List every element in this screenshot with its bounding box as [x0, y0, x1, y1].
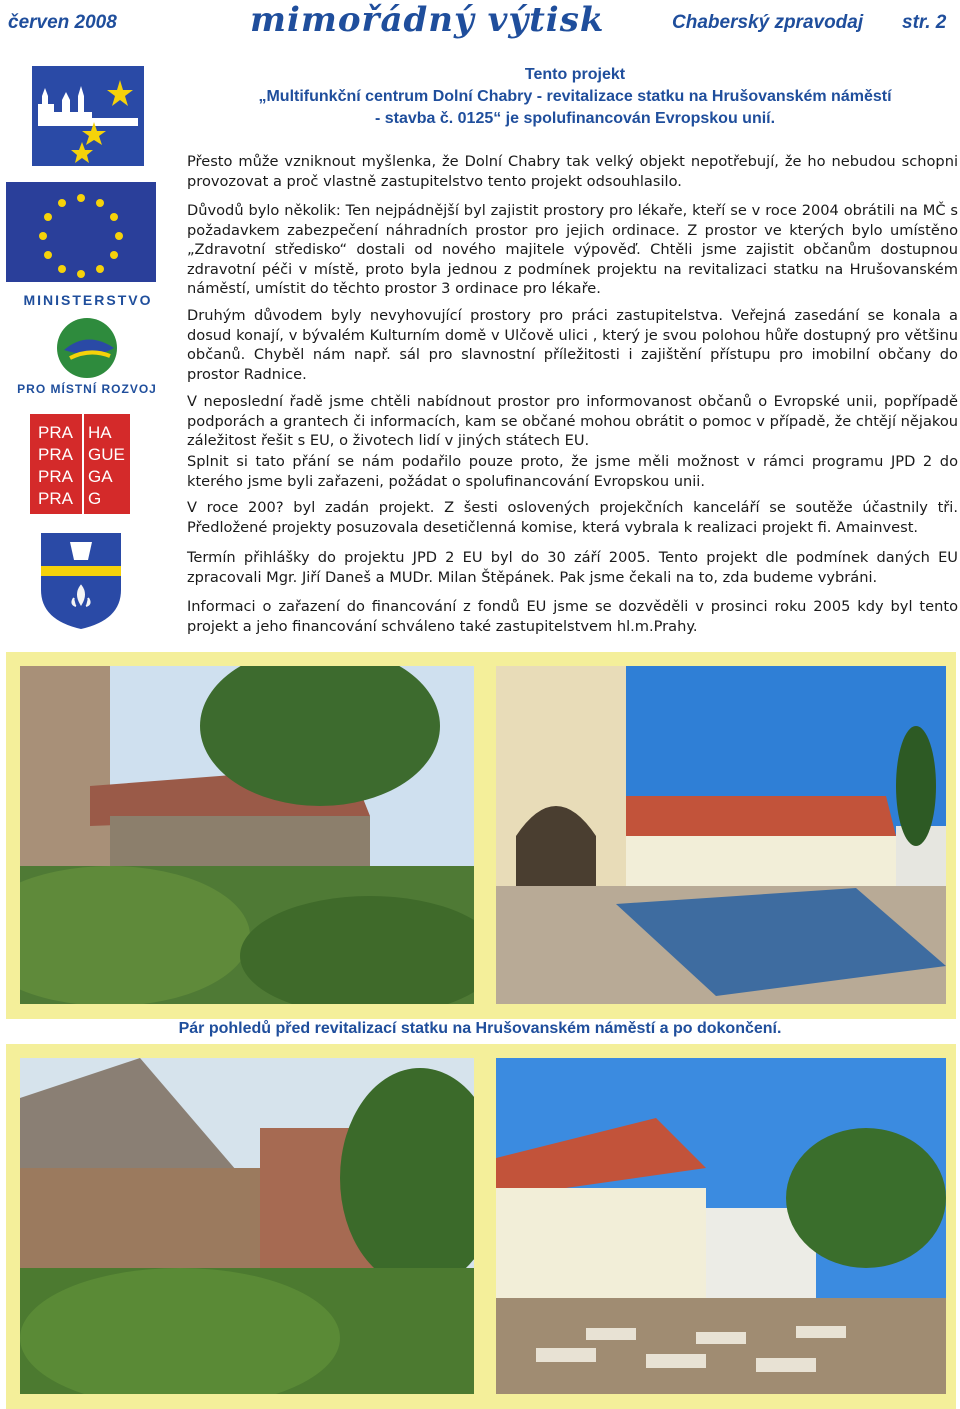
paragraph-1: Přesto může vzniknout myšlenka, že Dolní Chabry tak velký objekt nepotřebují, že ho nebudou schopni provozovat a proč vlastně zastupitelstvo tento projekt odsouhlasilo. [187, 153, 958, 190]
paragraph-2: Důvodů bylo několik: Ten nejpádnější byl zajistit prostory pro lékaře, kteří se v roce 2004 obrátili na MČ s požadavkem zabezpečení náhradních prostor pro jejich ordinace. Z prostor ve kterých bylo umístěno „Zdravotní středisko“ dostali od nového majitele výpověď. Chtěli jsme zajistit občanům dostupnou zdravotní péči v místě, proto byla jednou z podmínek projektu na revitalizaci statku na Hrušovanském náměstí, umístit do těchto prostor 3 ordinace pro lékaře. [187, 202, 958, 297]
praha-right-4: G [88, 489, 102, 508]
page-number: str. 2 [902, 12, 947, 33]
paragraph-4: V neposlední řadě jsme chtěli nabídnout prostor pro informovanost občanů o Evropské unii, popřípadě podporách a grantech či informacích, kam se občané mohou obrátit o pomoc v případě, že chtějí nějakou záležitost řešit s EU, o životech lidí v jiných státech EU. [187, 393, 958, 449]
praha-left-4: PRA [38, 489, 73, 508]
edition-title: mimořádný výtisk [250, 0, 605, 40]
praha-right-3: GA [88, 467, 113, 486]
paragraph-6: V roce 200? byl zadán projekt. Z šesti oslovených projekčních kanceláří se soutěže účastnily tři. Předložené projekty posuzovala desetičlenná komise, která vybrala k realizaci projekt fi. Amainvest. [187, 499, 958, 536]
photo-panel-top [6, 652, 956, 1019]
praha-right-column [88, 422, 130, 510]
praha-left-2: PRA [38, 445, 73, 464]
project-heading-line1: Tento projekt [524, 66, 626, 83]
ministry-label-top: MINISTERSTVO [23, 292, 153, 308]
town-logo [32, 66, 144, 166]
crest-shield-icon [40, 532, 122, 630]
project-heading-line2: „Multifunkční centrum Dolní Chabry - revitalizace statku na Hrušovanském náměstí [258, 88, 892, 105]
project-heading-line3: - stavba č. 0125“ je spolufinancován Evropskou unií. [374, 110, 776, 127]
praha-left-3: PRA [38, 467, 73, 486]
praha-left-column [38, 422, 82, 510]
photo-panel-bottom [6, 1044, 956, 1409]
photo-before-building [20, 1058, 474, 1394]
paragraph-8: Informaci o zařazení do financování z fondů EU jsme se dozvěděli v prosinci roku 2005 kdy byl tento projekt a jeho financování schváleno také zastupitelstvem hl.m.Prahy. [187, 598, 958, 635]
ministry-regional-development-logo [14, 290, 160, 402]
issue-date: červen 2008 [8, 12, 117, 33]
praha-right-2: GUE [88, 445, 125, 464]
photo-after-building [496, 1058, 946, 1394]
ministry-label-bottom: PRO MÍSTNÍ ROZVOJ [17, 382, 157, 396]
praha-right-1: HA [88, 423, 112, 442]
photo-caption: Pár pohledů před revitalizací statku na Hrušovanském náměstí a po dokončení. [178, 1020, 782, 1037]
photo-after-courtyard [496, 666, 946, 1004]
eu-stars-icon [6, 182, 156, 282]
photo-before-courtyard [20, 666, 474, 1004]
praha-divider [82, 414, 84, 514]
paragraph-5: Splnit si tato přání se nám podařilo pouze proto, že jsme měli možnost v rámci programu JPD 2 do kterého jsme byli zařazeni, požádat o spolufinancování Evropskou unii. [187, 453, 958, 490]
castle-skyline-icon [32, 66, 144, 166]
eu-flag-logo [6, 182, 156, 282]
praha-left-1: PRA [38, 423, 73, 442]
paragraph-7: Termín přihlášky do projektu JPD 2 EU byl do 30 září 2005. Tento projekt dle podmínek daných EU zpracovali Mgr. Jiří Daneš a MUDr. Milan Štěpánek. Pak jsme čekali na to, zda budeme vybráni. [187, 549, 958, 586]
praha-logo [30, 414, 130, 514]
newspaper-name: Chaberský zpravodaj [672, 12, 864, 33]
municipal-crest [40, 532, 122, 630]
paragraph-3: Druhým důvodem byly nevyhovující prostory pro práci zastupitelstva. Veřejná zasedání se konala a dosud konají, v bývalém Kulturním domě v Ulčově ulici , který je svou polohou hůře dostupný pro většinu občanů. Chyběl nám např. sál pro slavnostní příležitosti i zajištění přístupu pro imobilní občany do prostor Radnice. [187, 307, 958, 383]
